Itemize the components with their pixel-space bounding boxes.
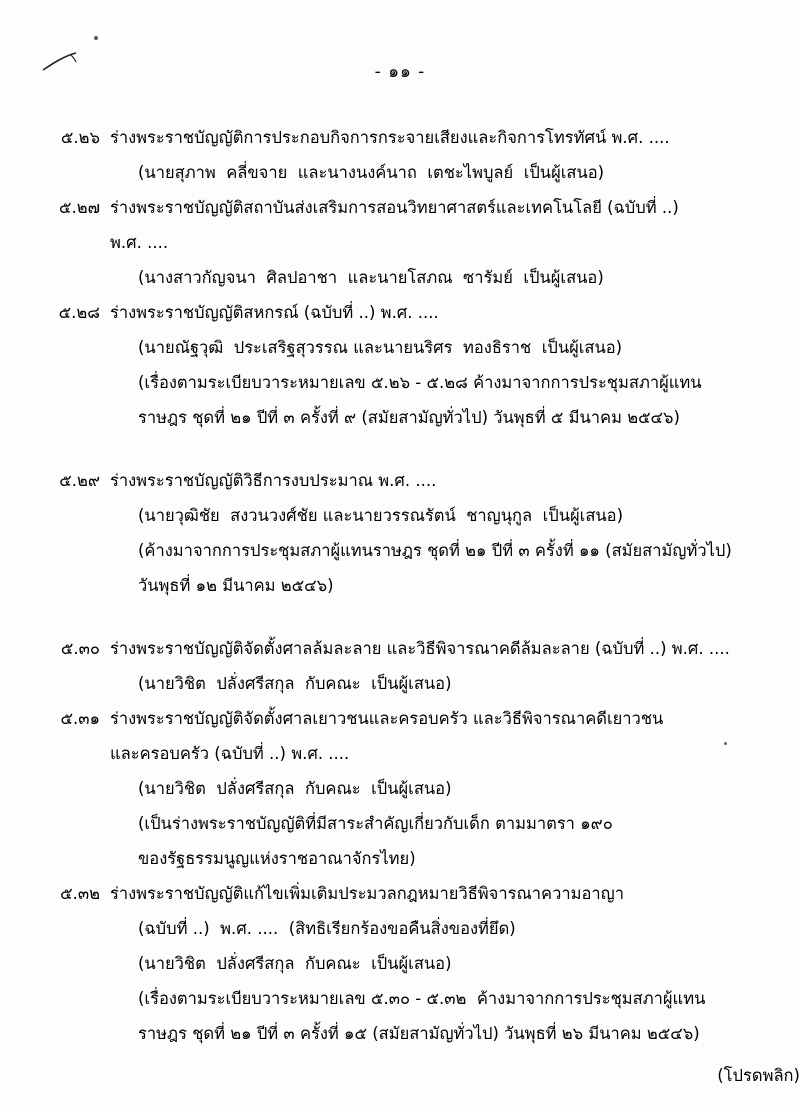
agenda-line: [48, 568, 800, 603]
agenda-line-text: ร่างพระราชบัญญัติสหกรณ์ (ฉบับที่ ..) พ.ศ. ....: [110, 303, 439, 322]
agenda-line: [48, 841, 800, 876]
agenda-line-text: ร่างพระราชบัญญัติวิธีการงบประมาณ พ.ศ. ....: [110, 471, 437, 490]
agenda-line-text: (เรื่องตามระเบียบวาระหมายเลข ๕.๓๐ - ๕.๓๒ ค้างมาจากการประชุมสภาผู้แทน: [138, 989, 706, 1008]
agenda-line: [48, 190, 800, 225]
scan-speck-top: [94, 36, 98, 40]
footer-note: (โปรดพลิก): [717, 1066, 800, 1085]
agenda-line: [48, 260, 800, 295]
agenda-line-text: (เป็นร่างพระราชบัญญัติที่มีสาระสำคัญเกี่ยวกับเด็ก ตามมาตรา ๑๙๐: [138, 814, 613, 833]
agenda-line: [48, 1016, 800, 1051]
agenda-line-text: พ.ศ. ....: [110, 233, 169, 252]
agenda-line-text: ของรัฐธรรมนูญแห่งราชอาณาจักรไทย): [138, 849, 416, 868]
agenda-line-text: (เรื่องตามระเบียบวาระหมายเลข ๕.๒๖ - ๕.๒๘ ค้างมาจากการประชุมสภาผู้แทน: [138, 373, 702, 392]
agenda-line-text: (นางสาวกัญจนา ศิลปอาชา และนายโสภณ ซารัมย์ เป็นผู้เสนอ): [138, 268, 604, 287]
agenda-line-text: (นายวุฒิชัย สงวนวงศ์ชัย และนายวรรณรัตน์ ชาญนุกูล เป็นผู้เสนอ): [138, 506, 624, 525]
agenda-line: [48, 533, 800, 568]
agenda-line-text: (นายวิชิต ปลั่งศรีสกุล กับคณะ เป็นผู้เสนอ): [138, 779, 452, 798]
agenda-line: [48, 701, 800, 736]
agenda-line: [48, 365, 800, 400]
agenda-line-text: (นายณัฐวุฒิ ประเสริฐสุวรรณ และนายนริศร ทองธิราช เป็นผู้เสนอ): [138, 338, 623, 357]
agenda-item-number: ๕.๓๑: [60, 709, 100, 728]
agenda-line: [48, 666, 800, 701]
agenda-line-text: (นายสุภาพ คลี่ขจาย และนางนงค์นาถ เตชะไพบูลย์ เป็นผู้เสนอ): [138, 163, 605, 182]
agenda-line-text: วันพุธที่ ๑๒ มีนาคม ๒๕๔๖): [138, 576, 334, 595]
agenda-line-text: ร่างพระราชบัญญัติแก้ไขเพิ่มเติมประมวลกฎหมายวิธีพิจารณาความอาญา: [110, 884, 624, 903]
agenda-line: [48, 330, 800, 365]
agenda-item: [48, 295, 800, 435]
agenda-item: [48, 876, 800, 1051]
paragraph-gap: [0, 603, 800, 631]
agenda-line-text: ราษฎร ชุดที่ ๒๑ ปีที่ ๓ ครั้งที่ ๑๕ (สมัยสามัญทั่วไป) วันพุธที่ ๒๖ มีนาคม ๒๕๔๖): [138, 1024, 700, 1043]
agenda-item-number: ๕.๓๐: [60, 639, 100, 658]
document-body: [0, 120, 800, 1051]
agenda-item-number: ๕.๒๖: [60, 128, 100, 147]
agenda-item: [48, 631, 800, 701]
agenda-line-text: (ค้างมาจากการประชุมสภาผู้แทนราษฎร ชุดที่ ๒๑ ปีที่ ๓ ครั้งที่ ๑๑ (สมัยสามัญทั่วไป): [138, 541, 732, 560]
agenda-line: [48, 911, 800, 946]
agenda-line-text: และครอบครัว (ฉบับที่ ..) พ.ศ. ....: [110, 744, 350, 763]
agenda-line-text: (นายวิชิต ปลั่งศรีสกุล กับคณะ เป็นผู้เสนอ): [138, 674, 452, 693]
agenda-item: [48, 190, 800, 295]
agenda-line-text: ร่างพระราชบัญญัติจัดตั้งศาลเยาวชนและครอบครัว และวิธีพิจารณาคดีเยาวชน: [110, 709, 664, 728]
agenda-line: [48, 771, 800, 806]
agenda-line-text: (ฉบับที่ ..) พ.ศ. .... (สิทธิเรียกร้องขอคืนสิ่งของที่ยึด): [138, 919, 516, 938]
agenda-line: [48, 295, 800, 330]
agenda-item: [48, 463, 800, 603]
agenda-line: [48, 463, 800, 498]
agenda-line: [48, 120, 800, 155]
agenda-line: [48, 736, 800, 771]
agenda-line: [48, 876, 800, 911]
agenda-line: [48, 225, 800, 260]
agenda-line-text: ร่างพระราชบัญญัติจัดตั้งศาลล้มละลาย และวิธีพิจารณาคดีล้มละลาย (ฉบับที่ ..) พ.ศ. ....: [110, 639, 730, 658]
agenda-line-text: ราษฎร ชุดที่ ๒๑ ปีที่ ๓ ครั้งที่ ๙ (สมัยสามัญทั่วไป) วันพุธที่ ๕ มีนาคม ๒๕๔๖): [138, 408, 680, 427]
agenda-item: [48, 120, 800, 190]
agenda-line: [48, 946, 800, 981]
agenda-line: [48, 631, 800, 666]
agenda-item-number: ๕.๒๗: [58, 198, 100, 217]
agenda-line: [48, 498, 800, 533]
page-number: - ๑๑ -: [374, 62, 426, 82]
agenda-item: [48, 701, 800, 876]
agenda-item-number: ๕.๒๙: [59, 471, 100, 490]
paragraph-gap: [0, 435, 800, 463]
agenda-line: [48, 981, 800, 1016]
agenda-line-text: ร่างพระราชบัญญัติการประกอบกิจการกระจายเสียงและกิจการโทรทัศน์ พ.ศ. ....: [110, 128, 670, 147]
agenda-line: [48, 400, 800, 435]
agenda-item-number: ๕.๓๒: [60, 884, 100, 903]
agenda-item-number: ๕.๒๘: [58, 303, 100, 322]
agenda-line: [48, 806, 800, 841]
agenda-line-text: (นายวิชิต ปลั่งศรีสกุล กับคณะ เป็นผู้เสนอ): [138, 954, 452, 973]
agenda-line: [48, 155, 800, 190]
agenda-line-text: ร่างพระราชบัญญัติสถาบันส่งเสริมการสอนวิทยาศาสตร์และเทคโนโลยี (ฉบับที่ ..): [110, 198, 679, 217]
